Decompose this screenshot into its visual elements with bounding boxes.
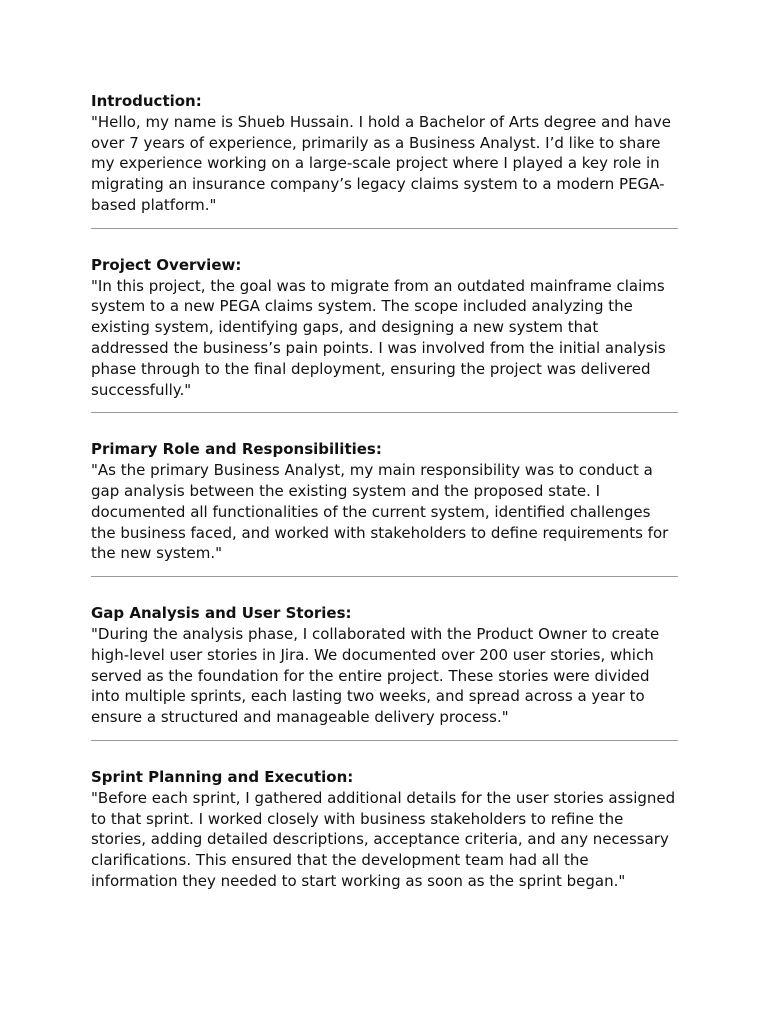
section-gap-analysis — [91, 603, 678, 728]
section-divider — [91, 412, 678, 413]
section-heading: Gap Analysis and User Stories: — [91, 604, 352, 623]
section-sprint-planning — [91, 767, 678, 892]
section-divider — [91, 228, 678, 229]
section-divider — [91, 740, 678, 741]
section-divider — [91, 576, 678, 577]
section-heading: Introduction: — [91, 92, 202, 110]
section-heading: Primary Role and Responsibilities: — [91, 440, 382, 459]
section-paragraph: "Before each sprint, I gathered additional details for the user stories assigned to that sprint. I worked closely with business stakeholders to refine the stories, adding detailed descriptions, acceptance criteria, and any necessary clarifications. This ensured that the development team had all the information they needed to start working as soon as the sprint began." — [91, 788, 676, 890]
section-heading: Project Overview: — [91, 255, 242, 274]
section-project-overview — [91, 255, 678, 401]
section-paragraph: "During the analysis phase, I collaborated with the Product Owner to create high-level user stories in Jira. We documented over 200 user stories, which served as the foundation for the entire project. These stories were divided into multiple sprints, each lasting two weeks, and spread across a year to ensure a structured and manageable delivery process." — [91, 624, 660, 727]
section-primary-role — [91, 439, 678, 564]
section-paragraph: "As the primary Business Analyst, my main responsibility was to conduct a gap analysis between the existing system and the proposed state. I documented all functionalities of the current system, identified challenges the business faced, and worked with stakeholders to define requirements for the new system." — [91, 461, 669, 563]
document-page — [91, 91, 678, 892]
section-introduction — [91, 91, 678, 216]
section-paragraph: "In this project, the goal was to migrate from an outdated mainframe claims system to a new PEGA claims system. The scope included analyzing the existing system, identifying gaps, and designing a new system that addressed the business’s pain points. I was involved from the initial analysis phase through to the final deployment, ensuring the project was delivered successfully." — [91, 276, 666, 399]
section-paragraph: "Hello, my name is Shueb Hussain. I hold a Bachelor of Arts degree and have over 7 years of experience, primarily as a Business Analyst. I’d like to share my experience working on a large-scale project where I played a key role in migrating an insurance company’s legacy claims system to a modern PEGA-based platform." — [91, 112, 671, 214]
section-heading: Sprint Planning and Execution: — [91, 767, 354, 786]
